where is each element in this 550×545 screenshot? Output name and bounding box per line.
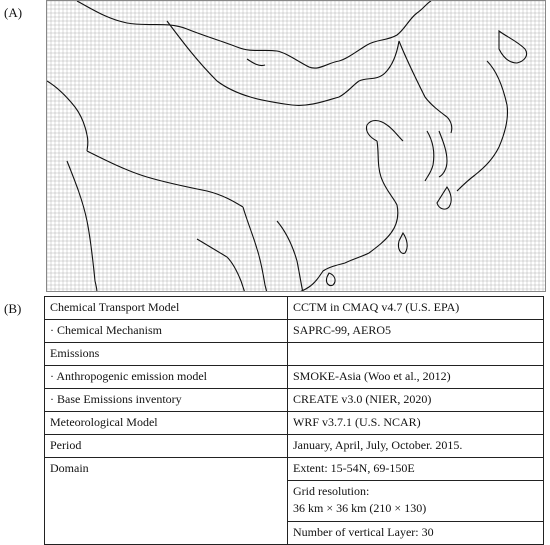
table-cell-value-grid xyxy=(288,481,544,522)
table-row xyxy=(45,297,544,320)
coast-china-east xyxy=(345,141,398,263)
border-himalaya xyxy=(87,151,243,207)
coast-bohai xyxy=(366,121,403,142)
table-row xyxy=(45,458,544,481)
coast-japan xyxy=(457,61,508,191)
table-row xyxy=(45,343,544,366)
border-central-asia xyxy=(47,81,88,151)
table-cell-value xyxy=(288,343,544,366)
grid-resolution-value: 36 km × 36 km (210 × 130) xyxy=(293,501,427,515)
grid-lines xyxy=(47,1,546,292)
table-cell-value: CCTM in CMAQ v4.7 (U.S. EPA) xyxy=(288,297,544,320)
table-cell-label: Period xyxy=(45,435,288,458)
table-cell-label: Emissions xyxy=(45,343,288,366)
table-cell-label: Meteorological Model xyxy=(45,412,288,435)
table-cell-label: · Base Emissions inventory xyxy=(45,389,288,412)
table-cell-label: · Chemical Mechanism xyxy=(45,320,288,343)
border-north xyxy=(77,1,431,68)
model-grid-lines xyxy=(47,1,546,292)
table-row xyxy=(45,389,544,412)
coast-korea xyxy=(425,131,447,181)
coast-hainan xyxy=(326,273,335,286)
grid-resolution-label: Grid resolution: xyxy=(293,484,370,498)
coast-bay-of-bengal xyxy=(197,239,245,292)
table-cell-value: WRF v3.7.1 (U.S. NCAR) xyxy=(288,412,544,435)
table-cell-label: Domain xyxy=(45,458,288,545)
table-cell-value: SAPRC-99, AERO5 xyxy=(288,320,544,343)
table-cell-label: Chemical Transport Model xyxy=(45,297,288,320)
table-cell-value: SMOKE-Asia (Woo et al., 2012) xyxy=(288,366,544,389)
table-cell-value: Extent: 15-54N, 69-150E xyxy=(288,458,544,481)
border-lake-region xyxy=(247,59,265,66)
panel-a-label: (A) xyxy=(4,5,23,20)
domain-grid-map xyxy=(47,1,546,292)
model-domain-map xyxy=(46,0,546,292)
panel-b-label: (B) xyxy=(4,301,22,316)
table-cell-value: January, April, July, October. 2015. xyxy=(288,435,544,458)
table-row xyxy=(45,435,544,458)
table-row xyxy=(45,320,544,343)
border-india-west xyxy=(67,161,97,292)
table-row xyxy=(45,412,544,435)
table-cell-value-layers: Number of vertical Layer: 30 xyxy=(288,522,544,545)
table-cell-label: · Anthropogenic emission model xyxy=(45,366,288,389)
coast-taiwan xyxy=(398,233,407,253)
table-cell-value: CREATE v3.0 (NIER, 2020) xyxy=(288,389,544,412)
table-row xyxy=(45,366,544,389)
model-configuration-table xyxy=(44,296,544,545)
